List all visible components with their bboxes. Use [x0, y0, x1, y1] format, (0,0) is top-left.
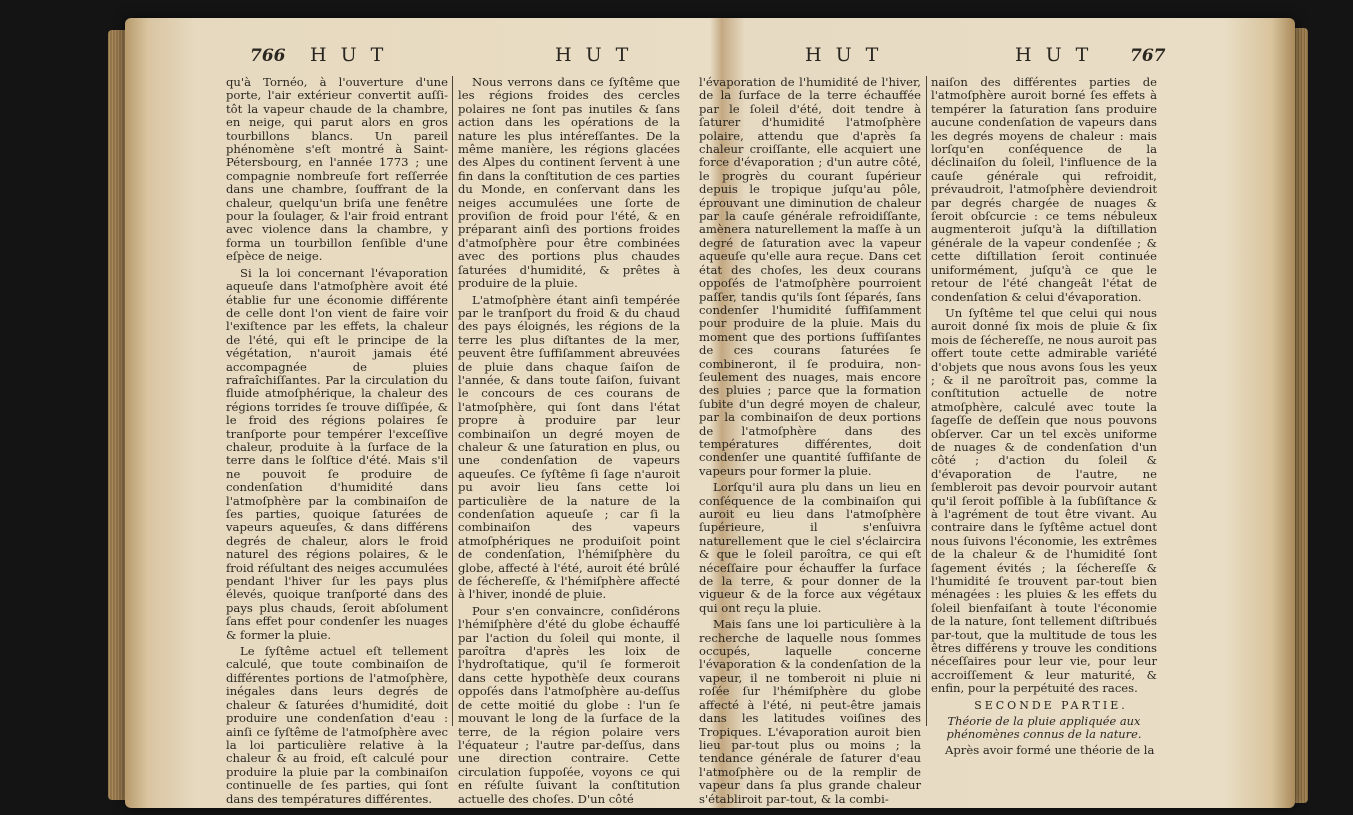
right-page	[699, 40, 1170, 806]
section-subtitle: Théorie de la pluie appliquée aux phénomènes connus de la nature.	[946, 714, 1142, 742]
page-number: 767	[1130, 46, 1166, 66]
paragraph: Si la loi concernant l'évaporation aqueuſe dans l'atmoſphère avoit été établie fur une économie différente de celle dont l'on vient de faire voir l'exiſtence par les effets, la chaleur de l'été, qui eſt le principe de la végétation, n'auroit jamais été accompagnée de pluies rafraîchiſſantes. Par la circulation du fluide atmoſphérique, la chaleur des régions torrides ſe trouve diſſipée, & le froid des régions polaires ſe tranſporte pour tempérer l'exceſſive chaleur, produite à la ſurface de la terre dans le ſolſtice d'été. Mais s'il ne pouvoit ſe produire de condenſation d'humidité dans l'atmoſphère par la combinaiſon de ſes parties, quoique ſaturées de vapeurs aqueuſes, & dans différens degrés de chaleur, alors le froid naturel des régions polaires, & le froid réſultant des neiges accumulées pendant l'hiver ſur les pays plus élevés, quoique tranſporté dans des pays plus chauds, ſeroit abſolument ſans effet pour condenſer les nuages & former la pluie.	[226, 265, 448, 642]
text-column-2	[458, 76, 680, 809]
paragraph: Le ſyſtême actuel eſt tellement calculé, que toute combinaiſon de différentes portions de l'atmoſphère, inégales dans leurs degrés de chaleur & ſaturées d'humidité, doit produire une condenſation d'eau : ainſi ce ſyſtême de l'atmoſphère avec la loi particulière relative à la chaleur & au froid, eſt calculé pour produire la pluie par la combinaiſon continuelle de ſes parties, qui ſont dans des températures différentes.	[226, 644, 448, 806]
text-column-1	[699, 76, 921, 809]
paragraph: qu'à Tornéo, à l'ouverture d'une porte, l'air extérieur convertit auſſi-tôt la vapeur chaude de la chambre, en neige, qui parut alors en gros tourbillons blancs. Un pareil phénomène s'eſt montré à Saint-Pétersbourg, en l'année 1773 ; une compagnie nombreuſe fort reſſerrée dans une chambre, ſouffrant de la chaleur, quelqu'un briſa une fenêtre pour la ſoulager, & l'air froid entrant avec violence dans la chambre, y forma un tourbillon ſenſible d'une eſpèce de neige.	[226, 75, 448, 264]
paragraph: Lorſqu'il aura plu dans un lieu en conſéquence de la combinaiſon qui auroit eu lieu dans l'atmoſphère ſupérieure, il s'enſuivra naturellement que le ciel s'éclaircira & que le ſoleil paroîtra, ce qui eſt néceſſaire pour échauffer la ſurface de la terre, & pour donner de la vigueur & de la force aux végétaux qui ont reçu la pluie.	[699, 480, 921, 615]
column-rule	[926, 76, 927, 726]
paragraph: L'atmoſphère étant ainſi tempérée par le tranſport du froid & du chaud des pays éloignés, les régions de la terre les plus diſtantes de la mer, peuvent être ſuffiſamment abreuvées de pluie dans chaque ſaiſon de l'année, & dans toute ſaiſon, ſuivant le concours de ces courans de l'atmoſphère, qui ſont dans l'état propre à produire par leur combinaiſon un degré moyen de chaleur & une ſaturation en plus, ou une condenſation de vapeurs aqueuſes. Ce ſyſtême ſi ſage n'auroit pu avoir lieu ſans cette loi particulière de la nature de la condenſation aqueuſe ; car ſi la combinaiſon des vapeurs atmoſphériques ne produiſoit point de condenſation, l'hémiſphère du globe, affecté à l'été, auroit été brûlé de ſéchereſſe, & l'hémiſphère affecté à l'hiver, inondé de pluie.	[458, 292, 680, 602]
paragraph: Un ſyſtême tel que celui qui nous auroit donné ſix mois de pluie & ſix mois de ſéchereſſe, ne nous auroit pas offert toute cette admirable variété d'objets que nous avons ſous les yeux ; & il ne paroîtroit pas, comme la conſtitution actuelle de notre atmoſphère, calculé avec toute la ſageſſe de deſſein que nous pouvons obſerver. Car un tel excès uniforme de nuages & de condenſation d'un côté ; d'action du ſoleil & d'évaporation de l'autre, ne ſembleroit pas devoir pourvoir autant qu'il ſeroit poſſible à la ſubſiſtance & à l'agrément de tout être vivant. Au contraire dans le ſyſtême actuel dont nous ſuivons l'économie, les extrêmes de la chaleur & de l'humidité ſont ſagement évités ; la ſéchereſſe & l'humidité ſe trouvent par-tout bien ménagées : les pluies & les effets du ſoleil bienfaiſant à toute l'économie de la nature, ſont tellement diſtribués par-tout, que la multitude de tous les êtres différens y trouve les conditions néceſſaires pour leur vie, pour leur accroiſſement & leur maturité, & enfin, pour la perpétuité des races.	[931, 305, 1157, 696]
column-rule	[452, 76, 453, 726]
left-page	[226, 40, 690, 806]
running-head-title: H U T	[1015, 44, 1093, 66]
paragraph: l'évaporation de l'humidité de l'hiver, de la ſurface de la terre échauffée par le ſoleil d'été, doit tendre à ſaturer d'humidité l'atmoſphère polaire, attendu que d'après ſa chaleur croiſſante, elle acquiert une force d'évaporation ; d'un autre côté, le progrès du courant ſupérieur depuis le tropique juſqu'au pôle, éprouvant une diminution de chaleur par la cauſe générale refroidiſſante, amènera naturellement la maſſe à un degré de ſaturation avec la vapeur aqueuſe qu'elle aura reçue. Dans cet état des choſes, les deux courans oppoſés de l'atmoſphère pourroient paſſer, tandis qu'ils ſont ſéparés, ſans condenſer l'humidité ſuffiſamment pour produire de la pluie. Mais du moment que des portions ſuffiſantes de ces courans ſaturées ſe combineront, il ſe produira, non-ſeulement des nuages, mais encore des pluies ; parce que la formation ſubite d'un degré moyen de chaleur, par la combinaiſon de deux portions de l'atmoſphère dans des températures différentes, doit condenſer une quantité ſuffiſante de vapeurs pour former la pluie.	[699, 75, 921, 478]
running-head	[705, 40, 1170, 70]
text-column-1	[226, 76, 448, 809]
running-head-title: H U T	[555, 44, 633, 66]
paragraph: Après avoir formé une théorie de la	[945, 743, 1155, 758]
page-number: 766	[250, 46, 286, 66]
paragraph: Nous verrons dans ce ſyſtême que les régions froides des cercles polaires ne ſont pas inutiles & ſans action dans les opérations de la nature les plus intéreſſantes. De la même manière, les régions glacées des Alpes du continent ſervent à une fin dans la conſtitution de ces parties du Monde, en conſervant dans les neiges accumulées une ſorte de proviſion de froid pour l'été, & en préparant ainſi des portions froides d'atmoſphère pour être combinées avec des portions plus chaudes ſaturées d'humidité, & prêtes à produire de la pluie.	[458, 75, 680, 291]
text-column-2	[931, 76, 1157, 761]
paragraph: naiſon des différentes parties de l'atmoſphère auroit borné ſes effets à tempérer la ſaturation ſans produire aucune condenſation de vapeurs dans les degrés moyens de chaleur : mais lorſqu'en conſéquence de la déclinaiſon du ſoleil, l'influence de la cauſe générale qui refroidit, prévaudroit, l'atmoſphère deviendroit par degrés chargée de nuages & ſeroit obſcurcie : ce tems nébuleux augmenteroit juſqu'à la diſtillation générale de la vapeur condenſée ; & cette diſtillation ſeroit continuée uniformément, juſqu'à ce que le retour de l'été changeât l'état de condenſation & celui d'évaporation.	[931, 75, 1157, 304]
paragraph: Mais ſans une loi particulière à la recherche de laquelle nous ſommes occupés, laquelle concerne l'évaporation & la condenſation de la vapeur, il ne tomberoit ni pluie ni roſée ſur l'hémiſphère du globe affecté à l'été, ni peut-être jamais dans les latitudes voiſines des Tropiques. L'évaporation auroit bien lieu par-tout plus ou moins ; la tendance générale de ſaturer d'eau l'atmoſphère ou de la remplir de vapeur dans ſa plus grande chaleur s'établiroit par-tout, & la combi-	[699, 617, 921, 806]
running-head	[250, 40, 690, 70]
running-head-title: H U T	[805, 44, 883, 66]
paragraph: Pour s'en convaincre, conſidérons l'hémiſphère d'été du globe échauffé par l'action du ſoleil qui monte, il paroîtra d'après les loix de l'hydroſtatique, qu'il ſe formeroit dans cette hypothèſe deux courans oppoſés dans l'atmoſphère au-deſſus de cette moitié du globe : l'un ſe mouvant le long de la ſurface de la terre, de la région polaire vers l'équateur ; l'autre par-deſſus, dans une direction contraire. Cette circulation ſuppoſée, voyons ce qui en réſulte ſuivant la conſtitution actuelle des choſes. D'un côté	[458, 603, 680, 806]
running-head-title: H U T	[310, 44, 388, 66]
section-heading: SECONDE PARTIE.	[974, 698, 1128, 712]
